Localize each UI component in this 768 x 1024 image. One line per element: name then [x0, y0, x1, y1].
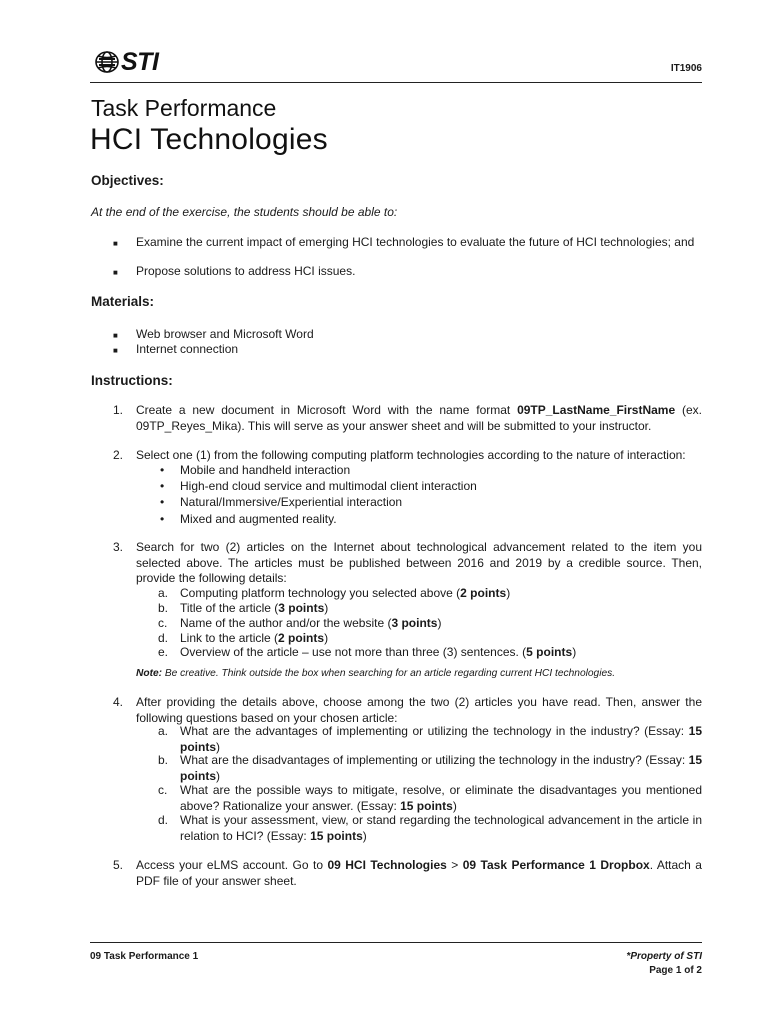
platform-option: Mixed and augmented reality. [180, 512, 337, 526]
sub-item-label: b. [158, 601, 169, 615]
globe-icon [94, 50, 120, 74]
question-item: What are the advantages of implementing or utilizing the technology in the industry? (Essay: 15 points) [180, 724, 702, 754]
course-code: IT1906 [670, 63, 702, 74]
material-item: Web browser and Microsoft Word [136, 327, 314, 341]
square-bullet-icon: ■ [113, 268, 118, 277]
detail-item: Overview of the article – use not more than three (3) sentences. (5 points) [180, 645, 577, 659]
logo-text: STI [121, 48, 159, 76]
page-header [90, 46, 702, 83]
detail-item: Link to the article (2 points) [180, 631, 329, 645]
instruction-3: Search for two (2) articles on the Internet about technological advancement related to the item you selected above. The articles must be published between 2016 and 2019 by a credible source. Then, provide the following details: [136, 540, 702, 585]
instruction-number: 3. [113, 540, 124, 554]
page-footer [90, 942, 702, 976]
sti-logo [94, 47, 158, 77]
instruction-4: After providing the details above, choose among the two (2) articles you have read. Then, answer the following questions based on your chosen article: [136, 695, 702, 725]
instruction-1: Create a new document in Microsoft Word with the name format 09TP_LastName_FirstName (ex. 09TP_Reyes_Mika). This will serve as your answer sheet and will be submitted to your instructor. [136, 403, 702, 433]
platform-option: Natural/Immersive/Experiential interaction [180, 495, 403, 509]
objective-item: Propose solutions to address HCI issues. [136, 264, 356, 278]
bullet-icon: • [160, 463, 165, 477]
material-item: Internet connection [136, 342, 239, 356]
instruction-number: 5. [113, 858, 124, 872]
page-number: Page 1 of 2 [649, 965, 702, 976]
platform-option: Mobile and handheld interaction [180, 463, 351, 477]
detail-item: Title of the article (3 points) [180, 601, 329, 615]
footer-property: *Property of STI [626, 951, 702, 962]
instruction-2: Select one (1) from the following computing platform technologies according to the nature of interaction: [136, 448, 686, 462]
square-bullet-icon: ■ [113, 346, 118, 355]
objective-item: Examine the current impact of emerging HCI technologies to evaluate the future of HCI technologies; and [136, 235, 695, 249]
instructions-heading: Instructions: [91, 373, 173, 388]
bullet-icon: • [160, 512, 165, 526]
instruction-number: 4. [113, 695, 124, 709]
instruction-number: 2. [113, 448, 124, 462]
square-bullet-icon: ■ [113, 331, 118, 340]
sub-item-label: c. [158, 783, 168, 797]
detail-item: Computing platform technology you selected above (2 points) [180, 586, 511, 600]
sub-item-label: e. [158, 645, 169, 659]
platform-option: High-end cloud service and multimodal client interaction [180, 479, 477, 493]
detail-item: Name of the author and/or the website (3 points) [180, 616, 442, 630]
sub-item-label: d. [158, 631, 169, 645]
question-item: What are the disadvantages of implementing or utilizing the technology in the industry? (Essay: 15 points) [180, 753, 702, 783]
page-title: HCI Technologies [90, 123, 328, 156]
note: Note: Be creative. Think outside the box when searching for an article regarding current HCI technologies. [136, 668, 616, 679]
instruction-number: 1. [113, 403, 124, 417]
footer-title: 09 Task Performance 1 [90, 951, 199, 962]
instruction-5: Access your eLMS account. Go to 09 HCI Technologies > 09 Task Performance 1 Dropbox. Attach a PDF file of your answer sheet. [136, 858, 702, 888]
square-bullet-icon: ■ [113, 239, 118, 248]
sub-item-label: d. [158, 813, 169, 827]
bullet-icon: • [160, 479, 165, 493]
page-subtitle: Task Performance [91, 95, 277, 121]
objectives-intro: At the end of the exercise, the students should be able to: [91, 205, 398, 219]
bullet-icon: • [160, 495, 165, 509]
sub-item-label: a. [158, 724, 169, 738]
sub-item-label: b. [158, 753, 169, 767]
sub-item-label: c. [158, 616, 168, 630]
question-item: What are the possible ways to mitigate, resolve, or eliminate the disadvantages you mentioned above? Rationalize your answer. (Essay: 15 points) [180, 783, 702, 813]
objectives-heading: Objectives: [91, 173, 164, 188]
materials-heading: Materials: [91, 294, 155, 309]
sub-item-label: a. [158, 586, 169, 600]
question-item: What is your assessment, view, or stand regarding the technological advancement in the article in relation to HCI? (Essay: 15 points) [180, 813, 702, 843]
